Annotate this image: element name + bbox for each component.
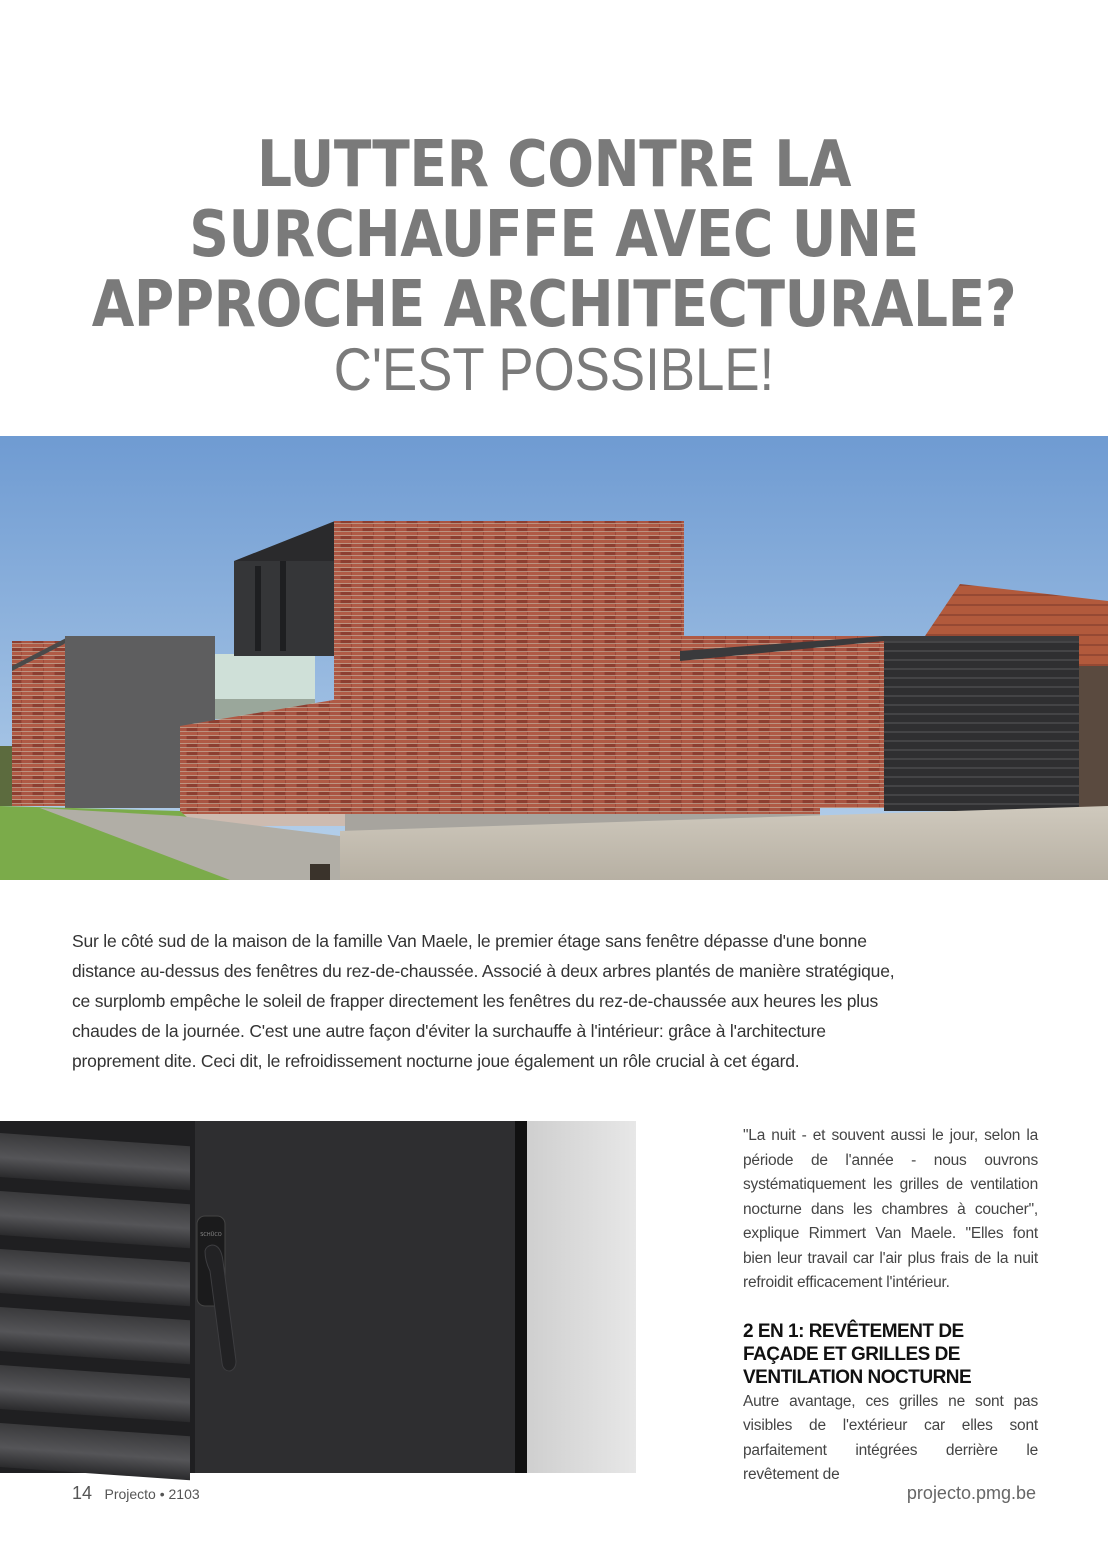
page-number: 14	[72, 1483, 93, 1503]
section-heading: 2 EN 1: REVÊTEMENT DE FAÇADE ET GRILLES DE VENTILATION NOCTURNE	[743, 1320, 972, 1388]
website-link[interactable]: projecto.pmg.be	[906, 1483, 1036, 1503]
house-photo	[0, 436, 1108, 880]
article-headline	[0, 130, 1108, 402]
headline-line-3: APPROCHE ARCHITECTURALE?	[91, 268, 1017, 342]
section-paragraph: Autre avantage, ces grilles ne sont pas visibles de l'extérieur car elles sont parfaitement intégrées derrière le revêtement de	[743, 1392, 1038, 1483]
quote-paragraph: "La nuit - et souvent aussi le jour, selon la période de l'année - nous ouvrons systématiquement les grilles de ventilation nocturne dans les chambres à coucher", explique Rimmert Van Maele. "Elles font bien leur travail car l'air plus frais de la nuit refroidit efficacement l'intérieur.	[743, 1127, 1038, 1291]
headline-line-2: SURCHAUFFE AVEC UNE	[189, 198, 919, 272]
intro-paragraph: Sur le côté sud de la maison de la famille Van Maele, le premier étage sans fenêtre dépasse d'une bonne distance au-dessus des fenêtres du rez-de-chaussée. Associé à deux arbres plantés de manière stratégique, ce surplomb empêche le soleil de frapper directement les fenêtres du rez-de-chaussée aux heures les plus chaudes de la journée. C'est une autre façon d'éviter la surchauffe à l'intérieur: grâce à l'architecture proprement dite. Ceci dit, le refroidissement nocturne joue également un rôle crucial à cet égard.	[72, 931, 895, 1071]
headline-subtitle: C'EST POSSIBLE!	[333, 336, 775, 403]
page-footer-left	[72, 1483, 200, 1504]
window-handle-photo	[0, 1121, 636, 1473]
publication-issue: Projecto • 2103	[104, 1486, 200, 1502]
headline-line-1: LUTTER CONTRE LA	[256, 128, 852, 202]
right-column	[743, 1124, 1038, 1483]
handle-brand-mark: SCHÜCO	[200, 1232, 222, 1238]
